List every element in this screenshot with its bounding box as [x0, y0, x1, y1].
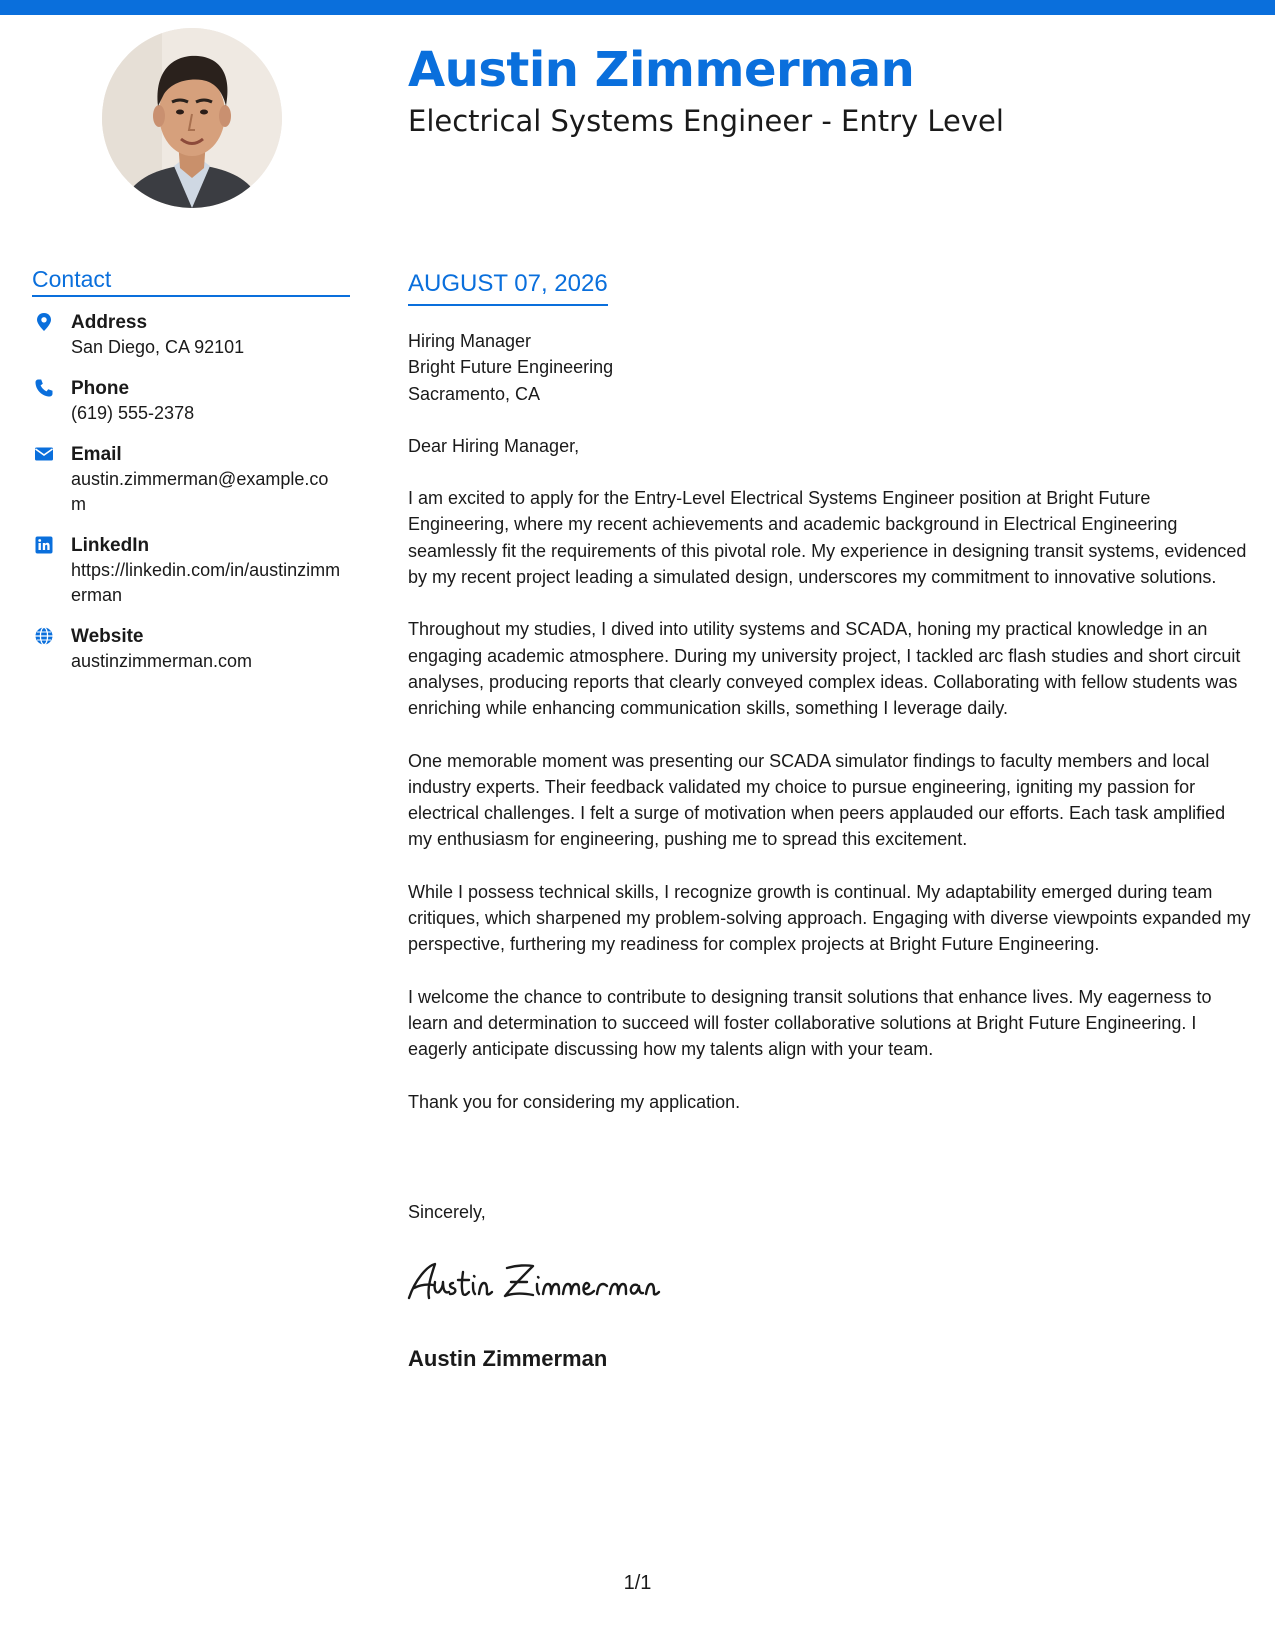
contact-linkedin: [32, 533, 352, 608]
email-label: Email: [71, 444, 122, 465]
job-title: Electrical Systems Engineer - Entry Level: [408, 104, 1004, 138]
map-pin-icon: [34, 312, 54, 332]
email-value[interactable]: austin.zimmerman@example.com: [71, 469, 329, 514]
linkedin-label: LinkedIn: [71, 535, 150, 556]
candidate-name: Austin Zimmerman: [408, 42, 915, 98]
page-number: 1/1: [623, 1572, 652, 1594]
letter-paragraph: While I possess technical skills, I recognize growth is continual. My adaptability emerged during team critiques, which sharpened my problem-solving approach. Engaging with diverse viewpoints expanded my perspective, furthering my readiness for complex projects at Bright Future Engineering.: [408, 881, 1251, 955]
top-accent-bar: [0, 0, 1275, 15]
letter-date: AUGUST 07, 2026: [408, 270, 608, 306]
closing: Sincerely,: [408, 1202, 486, 1222]
contact-list: [32, 310, 352, 690]
handwritten-signature: [405, 1258, 670, 1306]
address-label: Address: [71, 312, 148, 333]
salutation: Dear Hiring Manager,: [408, 435, 580, 456]
letter-paragraph: I welcome the chance to contribute to designing transit solutions that enhance lives. My eagerness to learn and determination to succeed will foster collaborative solutions at Bright Future Engineering. I eagerly anticipate discussing how my talents align with your team.: [408, 986, 1212, 1060]
address-value: San Diego, CA 92101: [71, 337, 245, 357]
contact-website: [32, 624, 352, 674]
envelope-icon: [34, 444, 54, 464]
letter-body: [408, 328, 1252, 1115]
contact-email: [32, 442, 352, 517]
recipient-company: Bright Future Engineering: [408, 357, 614, 378]
globe-icon: [34, 626, 54, 646]
contact-phone: [32, 376, 352, 426]
phone-icon: [34, 378, 54, 398]
linkedin-icon: [34, 535, 54, 555]
profile-photo: [102, 28, 282, 208]
recipient-block: [408, 328, 1252, 407]
phone-label: Phone: [71, 378, 130, 399]
website-value[interactable]: austinzimmerman.com: [71, 651, 253, 671]
linkedin-value[interactable]: https://linkedin.com/in/austinzimmerman: [71, 560, 341, 605]
letter-paragraph: I am excited to apply for the Entry-Level Electrical Systems Engineer position at Bright Future Engineering, where my recent achievements and academic background in Electrical Engineering seamlessly fit the requirements of this pivotal role. My experience in designing transit systems, evidenced by my recent project leading a simulated design, underscores my commitment to innovative solutions.: [408, 488, 1247, 588]
contact-heading: Contact: [32, 266, 350, 297]
letter-paragraph: Thank you for considering my application.: [408, 1091, 741, 1112]
recipient-location: Sacramento, CA: [408, 383, 541, 404]
signer-name: Austin Zimmerman: [408, 1346, 608, 1371]
letter-paragraph: Throughout my studies, I dived into utility systems and SCADA, honing my practical knowledge in an engaging academic atmosphere. During my university project, I tackled arc flash studies and short circuit analyses, producing reports that clearly conveyed complex ideas. Collaborating with fellow students was enriching while enhancing communication skills, something I leverage daily.: [408, 619, 1241, 719]
contact-address: [32, 310, 352, 360]
website-label: Website: [71, 626, 144, 647]
phone-value: (619) 555-2378: [71, 403, 195, 423]
recipient-name: Hiring Manager: [408, 331, 532, 351]
letter-paragraph: One memorable moment was presenting our SCADA simulator findings to faculty members and local industry experts. Their feedback validated my choice to pursue engineering, igniting my passion for electrical challenges. I felt a surge of motivation when peers applauded our efforts. Each task amplified my enthusiasm for engineering, pushing me to spread this excitement.: [408, 750, 1226, 850]
